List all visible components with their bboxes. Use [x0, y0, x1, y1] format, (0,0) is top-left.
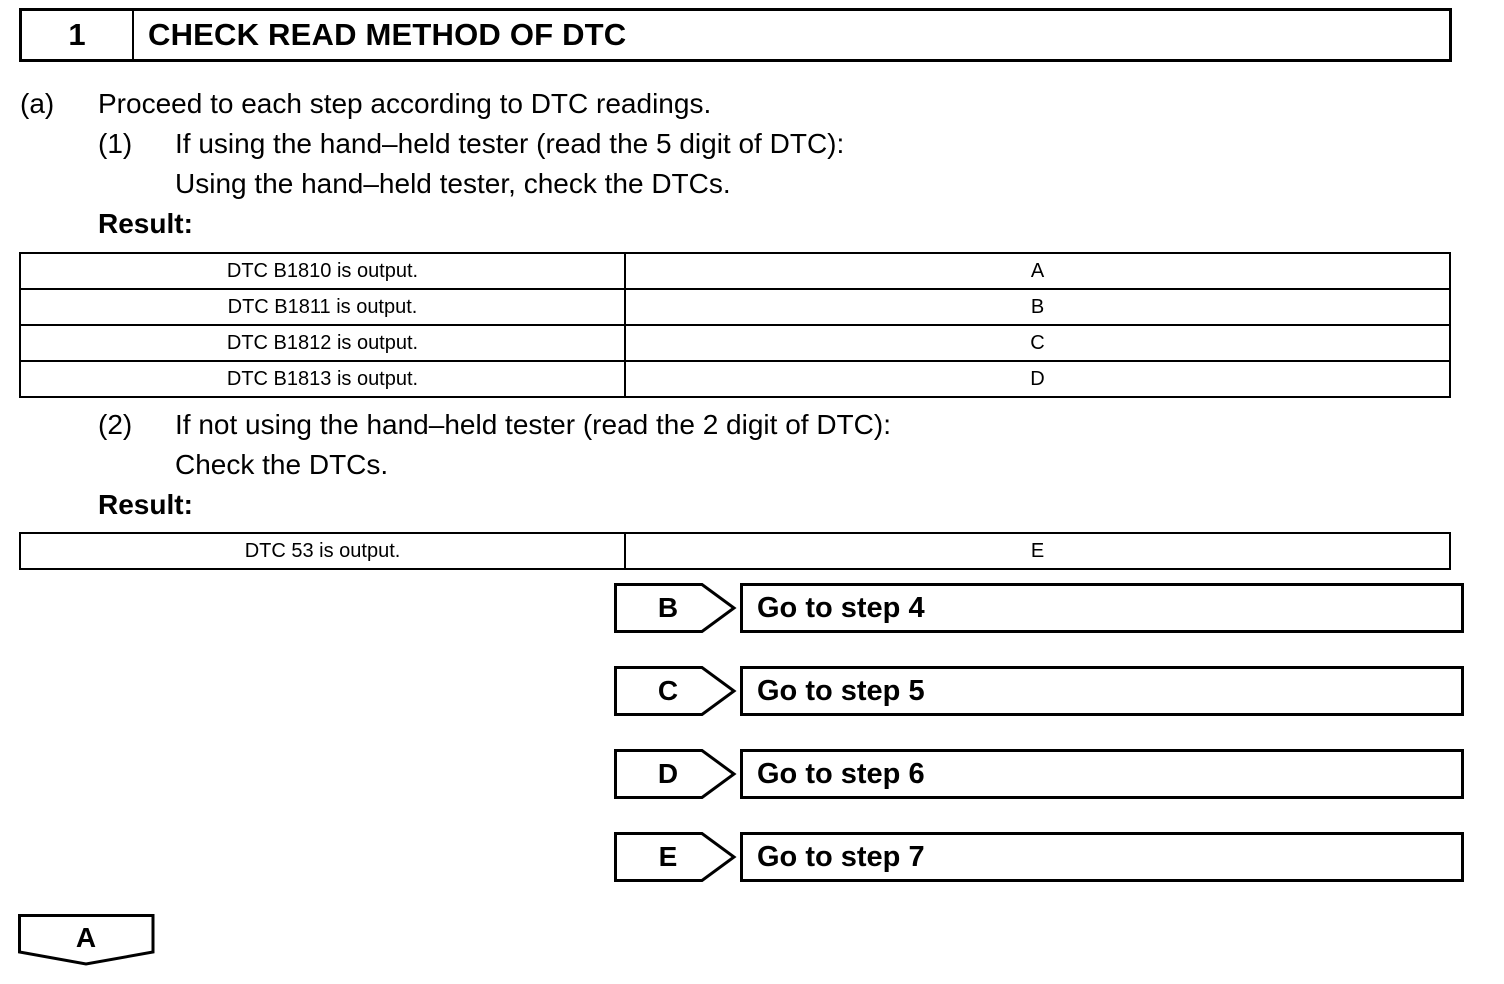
- table-cell-result: D: [625, 361, 1450, 397]
- branch-letter: D: [657, 758, 679, 789]
- table-cell-result: B: [625, 289, 1450, 325]
- table-row: [20, 253, 1450, 289]
- item2-line1: If not using the hand–held tester (read the 2 digit of DTC):: [175, 409, 891, 440]
- branch-b[interactable]: [614, 583, 1450, 633]
- result-table-2: [19, 532, 1451, 570]
- result-label-1: Result:: [98, 208, 193, 239]
- table-cell-result: E: [625, 533, 1450, 569]
- table-cell-condition: DTC B1812 is output.: [20, 325, 625, 361]
- step-number: 1: [22, 11, 134, 59]
- next-step-a[interactable]: [18, 914, 156, 968]
- step-header: [19, 8, 1452, 62]
- item1-line2: Using the hand–held tester, check the DTCs.: [175, 168, 731, 199]
- table-row: [20, 533, 1450, 569]
- branch-e[interactable]: [614, 832, 1450, 882]
- goto-step-label[interactable]: Go to step 4: [740, 583, 1464, 633]
- item1-line1: If using the hand–held tester (read the 5 digit of DTC):: [175, 128, 845, 159]
- next-step-letter: A: [75, 922, 97, 953]
- table-row: [20, 361, 1450, 397]
- table-cell-condition: DTC B1811 is output.: [20, 289, 625, 325]
- item1-marker: (1): [98, 128, 133, 159]
- item2-line2: Check the DTCs.: [175, 449, 389, 480]
- branch-letter: E: [658, 841, 678, 872]
- goto-step-label[interactable]: Go to step 5: [740, 666, 1464, 716]
- branch-letter: B: [657, 592, 679, 623]
- branch-c[interactable]: [614, 666, 1450, 716]
- table-row: [20, 325, 1450, 361]
- table-cell-condition: DTC B1810 is output.: [20, 253, 625, 289]
- table-cell-result: A: [625, 253, 1450, 289]
- table-cell-result: C: [625, 325, 1450, 361]
- branch-d[interactable]: [614, 749, 1450, 799]
- result-table-1: [19, 252, 1451, 398]
- goto-step-label[interactable]: Go to step 7: [740, 832, 1464, 882]
- table-cell-condition: DTC B1813 is output.: [20, 361, 625, 397]
- section-a-marker: (a): [20, 88, 55, 119]
- table-cell-condition: DTC 53 is output.: [20, 533, 625, 569]
- item2-marker: (2): [98, 409, 133, 440]
- result-label-2: Result:: [98, 489, 193, 520]
- section-a-text: Proceed to each step according to DTC readings.: [98, 88, 712, 119]
- branch-letter: C: [657, 675, 679, 706]
- goto-step-label[interactable]: Go to step 6: [740, 749, 1464, 799]
- step-title: CHECK READ METHOD OF DTC: [148, 17, 627, 52]
- table-row: [20, 289, 1450, 325]
